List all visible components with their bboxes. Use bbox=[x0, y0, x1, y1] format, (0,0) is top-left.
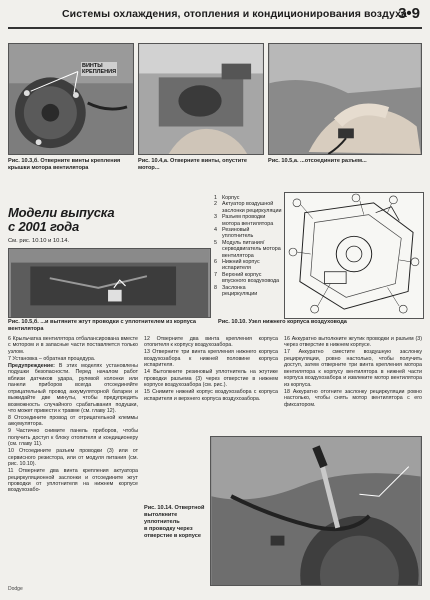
page-footer: Dodge bbox=[8, 586, 23, 592]
text-column-3 bbox=[284, 336, 422, 408]
photo-grommet-push bbox=[210, 436, 422, 586]
page-number: 3•9 bbox=[398, 5, 420, 22]
paragraph: 18 Аккуратно отогните заслонку рециркуляции ровно настолько, чтобы снять мотор вентилятора с его фиксатором. bbox=[284, 388, 422, 408]
paragraph: 16 Аккуратно вытолкните жгутик проводки и разъем (3) через отверстие в нижнем корпусе. bbox=[284, 336, 422, 349]
legend-item: 4 Резиновый уплотнитель bbox=[214, 227, 254, 240]
paragraph: 9 Частично снимите панель приборов, чтобы получить доступ к блоку отопителя и кондиционеру (см. главу 11). bbox=[8, 428, 138, 448]
caption-fig-10-5b: Рис. 10.5,б. ...и вытяните жгут проводки с уплотнителем из корпуса вентилятора bbox=[8, 319, 197, 332]
grommet-push-image bbox=[211, 437, 421, 585]
caption-fig-10-10: Рис. 10.10. Узел нижнего корпуса воздуховода bbox=[218, 319, 347, 325]
connector-disconnect-image bbox=[269, 44, 421, 154]
legend-item: 5 Модуль питания/ серводвигатель мотора вентилятора bbox=[214, 239, 281, 259]
paragraph: 8 Отсоедините провод от отрицательной клеммы аккумулятора. bbox=[8, 414, 138, 428]
paragraph: 14 Вытолкните резиновый уплотнитель на жгутике проводки разъема (3) через отверстие в нижнем корпусе воздухозабора (см. рис.). bbox=[144, 369, 278, 389]
page-header bbox=[0, 0, 430, 30]
caption-fig-10-14: Рис. 10.14. Отвертной вытолкните уплотнитель в проводку через отверстие в корпусе bbox=[144, 505, 205, 539]
caption-fig-10-5a: Рис. 10.5,а. ...отсоедините разъем... bbox=[268, 158, 367, 164]
legend-item: 7 Верхний корпус впускного воздуховода bbox=[214, 271, 280, 285]
paragraph: 15 Снимите нижний корпус воздухозабора с корпуса испарителя и верхнего корпуса воздухозабора. bbox=[144, 389, 278, 402]
photo-harness-removal bbox=[8, 248, 211, 318]
photo-motor-lowered bbox=[138, 43, 264, 155]
section-heading: Модели выпуска с 2001 года bbox=[8, 205, 115, 234]
header-rule bbox=[8, 27, 422, 29]
caption-fig-10-3b: Рис. 10.3,б. Отверните винты крепления крышки мотора вентилятора bbox=[8, 158, 121, 171]
lower-housing-diagram bbox=[284, 192, 424, 319]
paragraph: Предупреждение: В этих моделях установлены подушки безопасности. Перед началом работ вблизи датчиков удара, рулевой колонки или панели приборов всегда отсоединяйте отрицательный провод аккумуляторной батареи и выжидайте две минуты, чтобы предупредить возможность случайного срабатывания подушки, что может привести к травме (см. главу 12). bbox=[8, 362, 138, 414]
legend-item: 6 Нижний корпус испарителя bbox=[214, 259, 260, 272]
paragraph: 13 Отверните три винта крепления нижнего корпуса воздухозабора к нижней половине корпуса испарителя. bbox=[144, 349, 278, 369]
lower-housing-drawing bbox=[285, 193, 423, 318]
paragraph: 7 Установка – обратная процедура. bbox=[8, 355, 96, 362]
legend-item: 1 Корпус bbox=[214, 195, 240, 201]
photo-connector-disconnect bbox=[268, 43, 422, 155]
paragraph: 12 Отверните два винта крепления корпуса отопителя к корпусу воздухозабора. bbox=[144, 336, 278, 349]
paragraph: 6 Крыльчатка вентилятора отбалансирована вместе с мотором и в запасные части поставляется только узлом. bbox=[8, 336, 138, 355]
legend-item: 2 Актуатор воздушной заслонки рециркуляции bbox=[214, 201, 282, 214]
text-column-1 bbox=[8, 336, 138, 494]
legend-item: 3 Разъем проводки мотора вентилятора bbox=[214, 214, 274, 227]
harness-removal-image bbox=[9, 249, 210, 317]
paragraph: 17 Аккуратно сместите воздушную заслонку рециркуляции, ровно настолько, чтобы получить доступ, затем отверните три винта крепления мотора вентилятора к корпусу вентилятора в нижней части корпуса воздухозабора и извлеките мотор вентилятора из корпуса. bbox=[284, 349, 422, 388]
screws-label: ВИНТЫ КРЕПЛЕНИЯ bbox=[82, 63, 117, 75]
diagram-legend bbox=[214, 195, 282, 298]
paragraph: 11 Отверните два винта крепления актуатора рециркуляционной заслонки и отсоедините жгут проводки от уплотнителя на нижнем корпусе воздухозабо- bbox=[8, 468, 138, 494]
section-figure-ref: См. рис. 10.10 и 10.14. bbox=[8, 238, 70, 244]
text-column-2 bbox=[144, 336, 278, 403]
photo-fan-motor-cover bbox=[8, 43, 134, 155]
motor-lowered-image bbox=[139, 44, 263, 154]
page-title: Системы охлаждения, отопления и кондиционирования воздуха bbox=[62, 8, 407, 20]
paragraph: 10 Отсоедините разъем проводки (3) или от сервисного резистора, или от модуля питания (см. рис. 10.10). bbox=[8, 448, 138, 468]
fan-motor-cover-image bbox=[9, 44, 133, 154]
caption-fig-10-4a: Рис. 10.4,а. Отверните винты, опустите мотор... bbox=[138, 158, 248, 171]
legend-item: 8 Заслонка рециркуляции bbox=[214, 284, 258, 298]
